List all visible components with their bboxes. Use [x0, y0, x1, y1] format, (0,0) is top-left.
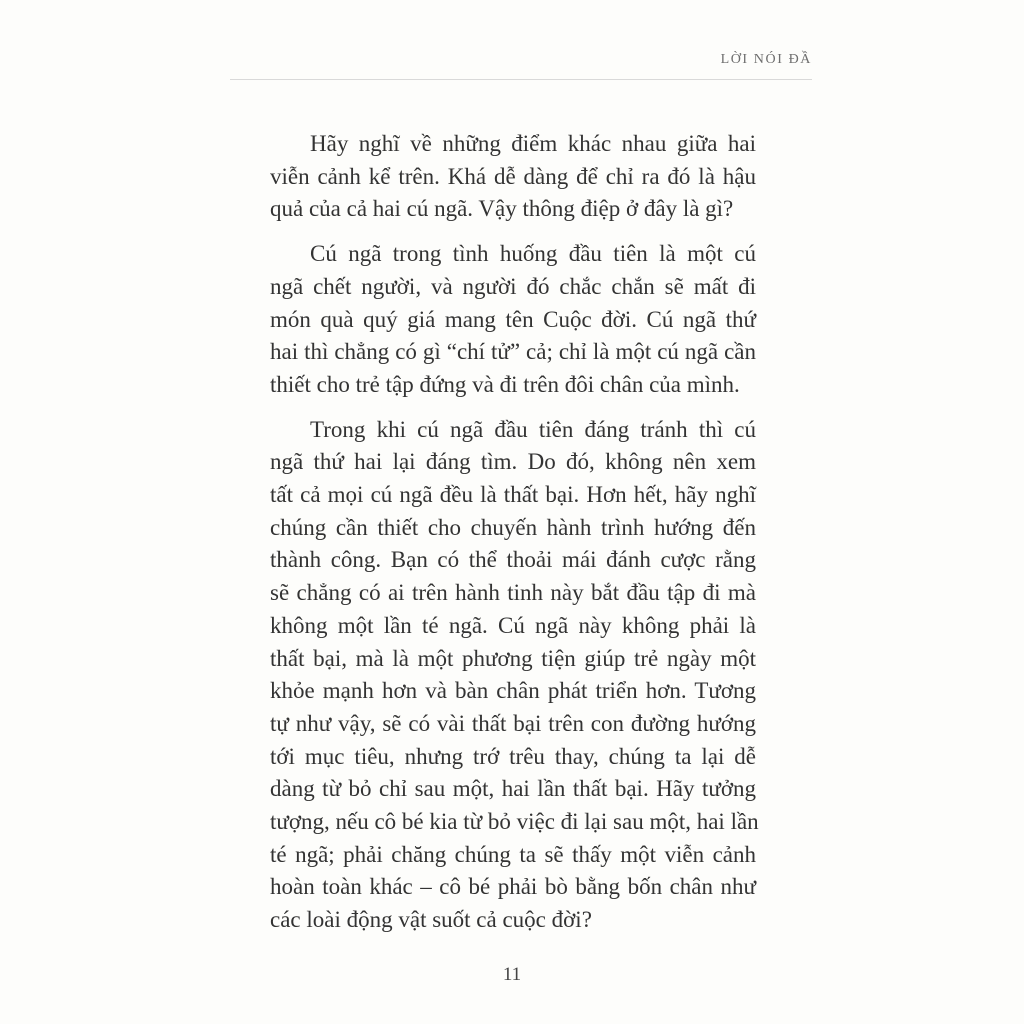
paragraph — [270, 414, 759, 937]
text-line: tự như vậy, sẽ có vài thất bại trên con đường hướng — [270, 710, 756, 736]
text-line: thành công. Bạn có thể thoải mái đánh cược rằng — [270, 547, 756, 573]
text-line: món quà quý giá mang tên Cuộc đời. Cú ngã thứ — [270, 306, 756, 332]
text-line: tới mục tiêu, nhưng trớ trêu thay, chúng ta lại dễ — [270, 743, 756, 769]
text-line: viễn cảnh kể trên. Khá dễ dàng để chỉ ra đó là hậu — [270, 163, 756, 189]
text-line: té ngã; phải chăng chúng ta sẽ thấy một viễn cảnh — [270, 841, 756, 867]
text-line: Cú ngã trong tình huống đầu tiên là một cú — [310, 241, 756, 267]
text-line: khỏe mạnh hơn và bàn chân phát triển hơn. Tương — [270, 678, 756, 704]
text-line: các loài động vật suốt cả cuộc đời? — [270, 907, 592, 933]
text-line: tất cả mọi cú ngã đều là thất bại. Hơn hết, hãy nghĩ — [270, 482, 756, 508]
text-line: sẽ chẳng có ai trên hành tinh này bắt đầu tập đi mà — [270, 580, 756, 606]
body-text — [270, 128, 759, 949]
text-line: hai thì chẳng có gì “chí tử” cả; chỉ là một cú ngã cần — [270, 339, 756, 365]
text-line: Trong khi cú ngã đầu tiên đáng tránh thì cú — [310, 416, 756, 442]
text-line: tượng, nếu cô bé kia từ bỏ việc đi lại sau một, hai lần — [270, 809, 759, 835]
text-line: hoàn toàn khác – cô bé phải bò bằng bốn chân như — [270, 874, 756, 900]
text-line: quả của cả hai cú ngã. Vậy thông điệp ở đây là gì? — [270, 196, 734, 222]
text-line: Hãy nghĩ về những điểm khác nhau giữa hai — [310, 131, 756, 156]
paragraph — [270, 128, 756, 226]
page-number: 11 — [502, 964, 522, 985]
text-line: dàng từ bỏ chỉ sau một, hai lần thất bại. Hãy tưởng — [270, 776, 756, 802]
paragraph — [270, 238, 756, 402]
text-line: thất bại, mà là một phương tiện giúp trẻ ngày một — [270, 645, 756, 671]
text-line: ngã chết người, và người đó chắc chắn sẽ mất đi — [270, 273, 756, 299]
text-line: thiết cho trẻ tập đứng và đi trên đôi chân của mình. — [270, 371, 740, 397]
running-header: LỜI NÓI ĐẦ — [720, 52, 812, 67]
text-line: chúng cần thiết cho chuyến hành trình hướng đến — [270, 514, 756, 540]
text-line: không một lần té ngã. Cú ngã này không phải là — [270, 612, 756, 638]
text-line: ngã thứ hai lại đáng tìm. Do đó, không nên xem — [270, 449, 756, 475]
header-rule — [230, 79, 812, 80]
